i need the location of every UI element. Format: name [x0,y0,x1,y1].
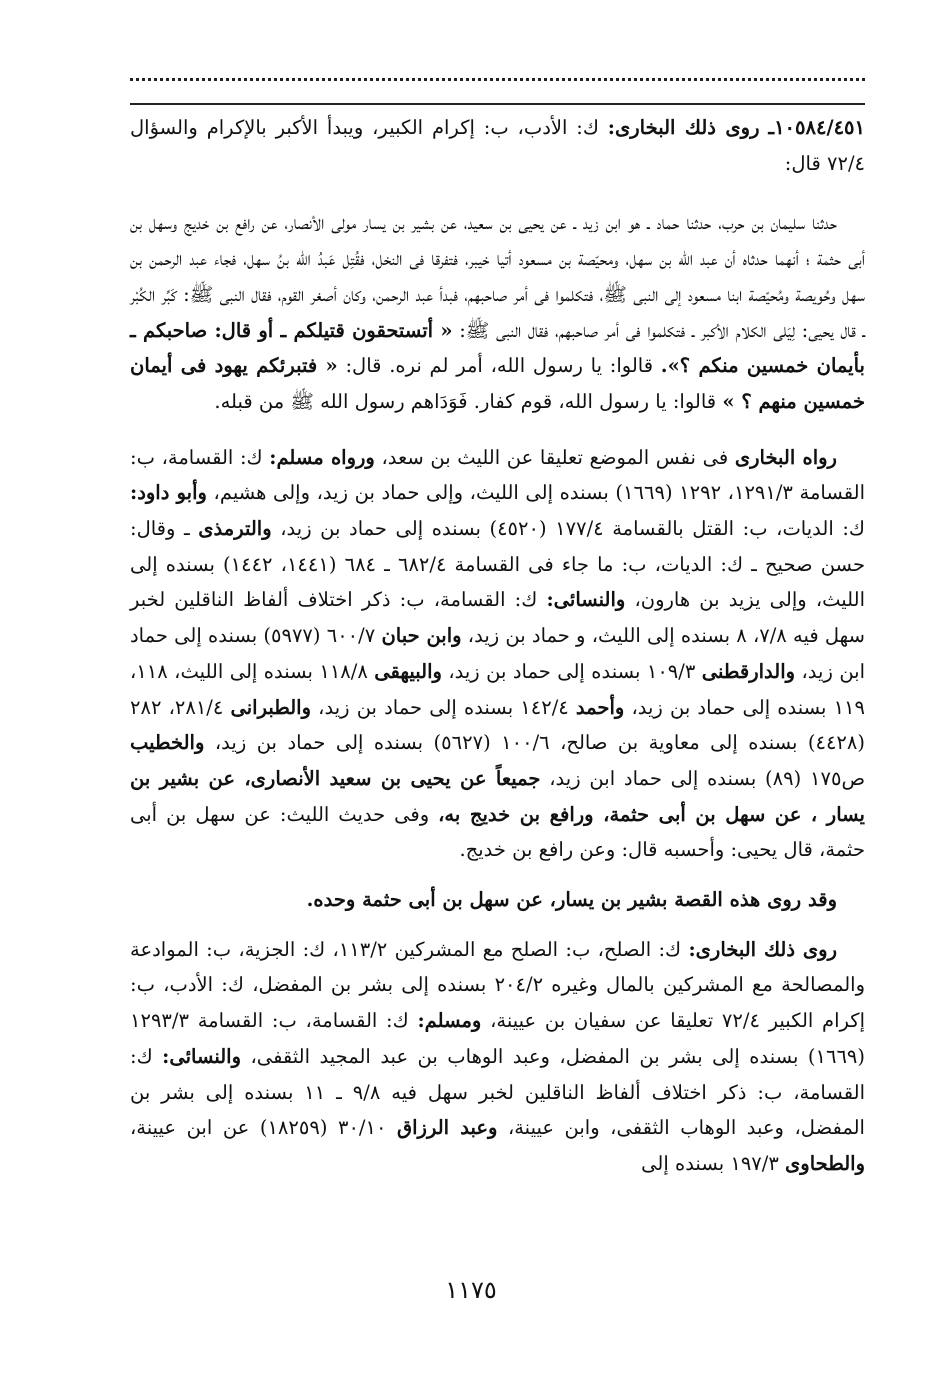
hadith-narration: حدثنا سليمان بن حرب، حدثنا حماد ـ هو ابن زيد ـ عن يحيى بن سعيد، عن بشير بن يسار مولى الأنصار، عن رافع بن خديج وسهل بن أبى حثمة ؛ أنهما حدثاه أن عبد الله بن سهل، ومحيّصة بن مسعود أتيا خيبر، فتفرقا فى النخل، فقُتِل عَبدُ الله بنُ سهل، فجاء عبد الرحمن بن سهل وحُويصة ومُحيّصة ابنا مسعود إلى النبى ﷺ، فتكلموا فى أمر صاحبهم، فبدأ عبد الرحمن، وكان أصغر القوم، فقال النبى ﷺ: كَبِّر الكُبْر ـ قال يحيى: لِيَلى الكلام الأكبر ـ فتكلموا فى أمر صاحبهم، فقال النبى ﷺ: [130,211,865,342]
hadith-reply-start: قالوا: يا رسول الله، أمر لم نره. قال: [345,354,654,378]
takhrij1-text-i: ١٤٢/٤ بسنده إلى حماد بن زيد، [318,695,569,719]
takhrij1-text-k: ص١٧٥ (٨٩) بسنده إلى حماد ابن زيد، [549,766,866,790]
takhrij1-nasai: والنسائى: [546,588,626,612]
takhrij1-text-a: فى نفس الموضع تعليقا عن الليث بن سعد، [381,445,729,469]
takhrij1-text-e: ك: القسامة، ب: ذكر اختلاف ألفاظ الناقلين لخبر سهل فيه ٧/٨، ٨ بسنده إلى الليث، و حماد بن زيد، [130,588,865,648]
takhrij1-text-h: ١١٨/٨ بسنده إلى الليث، ١١٨، ١١٩ بسنده إلى حماد بن زيد، [130,659,865,719]
entry-number: ١٠٥٨٤/٤٥١ـ [768,116,865,139]
takhrij-paragraph-1 [130,440,865,868]
takhrij2-text-b: ك: القسامة، ب: القسامة ١٢٩٣/٣ (١٦٦٩) بسنده إلى بشر بن المفضل، وعبد الوهاب بن عبد المجيد الثقفى، [130,1009,866,1068]
takhrij2-lead: روى ذلك البخارى: [688,937,838,961]
entry-source: ك: الأدب، ب: إكرام الكبير، ويبدأ الأكبر بالإكرام والسؤال ٧٢/٤ قال: [130,116,865,175]
takhrij1-text-f: ٦٠٠/٧ (٥٩٧٧) بسنده إلى حماد ابن زيد، [130,624,866,683]
takhrij1-ahmad: وأحمد [575,695,625,719]
takhrij1-text-c: ك: الديات، ب: القتل بالقسامة ١٧٧/٤ (٤٥٢٠) بسنده إلى حماد بن زيد، [280,517,865,541]
takhrij1-text-l: وفى حديث الليث: عن سهل بن أبى حثمة، قال يحيى: وأحسبه قال: وعن رافع بن خديج. [130,802,865,862]
takhrij-paragraph-2 [130,932,865,1182]
entry-header [130,110,865,181]
takhrij1-text-d: ـ وقال: حسن صحيح ـ ك: الديات، ب: ما جاء فى القسامة ٦٨٢/٤ ـ ٦٨٤ (١٤٤١، ١٤٤٢) بسنده إلى الليث، وإلى يزيد بن هارون، [130,517,865,612]
takhrij1-ibn-hibban: وابن حبان [381,624,462,648]
takhrij1-text-b: ك: القسامة، ب: القسامة ١٢٩١/٣، ١٢٩٢ (١٦٦٩) بسنده إلى الليث، وإلى حماد بن زيد، وإلى هشيم، [130,445,865,505]
note-heading: وقد روى هذه القصة بشير بن يسار، عن سهل بن أبى حثمة وحده. [306,888,837,912]
takhrij1-daraqutni: والدارقطنى [701,659,796,683]
takhrij1-lead: رواه البخارى [734,445,837,469]
header-solid-rule [130,103,865,105]
takhrij2-text-d: ٣٠/١٠ (١٨٢٥٩) عن ابن عيينة، [130,1116,387,1140]
takhrij2-tahawi: والطحاوى [785,1151,865,1175]
takhrij1-text-g: ١٠٩/٣ بسنده إلى حماد بن زيد، [448,659,696,683]
page-number: ١١٧٥ [445,1276,497,1304]
takhrij2-abd-razzaq: وعبد الرزاق [397,1116,498,1140]
hadith-text [130,205,865,419]
takhrij1-bayhaqi: والبيهقى [374,659,442,683]
takhrij2-text-c: ك: القسامة، ب: ذكر اختلاف ألفاظ الناقلين لخبر سهل فيه ٩/٨ ـ ١١ بسنده إلى بشر بن المفضل، وعبد الوهاب الثقفى، وابن عيينة، [130,1044,865,1140]
takhrij1-chain: جميعاً عن يحيى بن سعيد الأنصارى، عن بشير بن يسار ، عن سهل بن أبى حثمة، ورافع بن خديج به، [130,766,865,826]
takhrij1-tirmidhi: والترمذى [198,517,272,541]
takhrij2-text-a: ك: الصلح، ب: الصلح مع المشركين ١١٣/٢، ك: الجزية، ب: الموادعة والمصالحة مع المشركين بالمال وغيره ٢٠٤/٢ بسنده إلى بشر بن المفضل، ك: الأدب، ب: إكرام الكبير ٧٢/٤ تعليقا عن سفيان بن عيينة، [130,937,866,1033]
takhrij2-text-e: ١٩٧/٣ بسنده إلى [641,1151,779,1175]
takhrij1-abu-dawud: وأبو داود: [130,481,207,505]
takhrij1-text-j: ٢٨١/٤، ٢٨٢ (٤٤٢٨) بسنده إلى معاوية بن صالح، ١٠٠/٦ (٥٦٢٧) بسنده إلى حماد بن زيد، [130,695,865,755]
hadith-reply-end: قالوا: يا رسول الله، قوم كفار. فَوَدَاهم رسول الله ﷺ من قبله. [214,389,717,413]
takhrij2-muslim: ومسلم: [417,1009,482,1033]
takhrij1-muslim: ورواه مسلم: [269,445,375,469]
entry-lead: روى ذلك البخارى: [607,116,760,139]
header-dotted-rule [130,78,865,81]
hadith-question: « أتستحقون قتيلكم ـ أو قال: صاحبكم ـ بأيمان خمسين منكم ؟». [130,318,865,378]
hadith-reply-bold: « فتبرئكم يهود فى أيمان خمسين منهم ؟ » [130,354,865,413]
takhrij1-tabarani: والطبرانى [230,695,312,719]
takhrij2-nasai: والنسائى: [162,1044,242,1068]
takhrij1-khatib: والخطيب [130,731,205,755]
page-body [130,110,865,1182]
